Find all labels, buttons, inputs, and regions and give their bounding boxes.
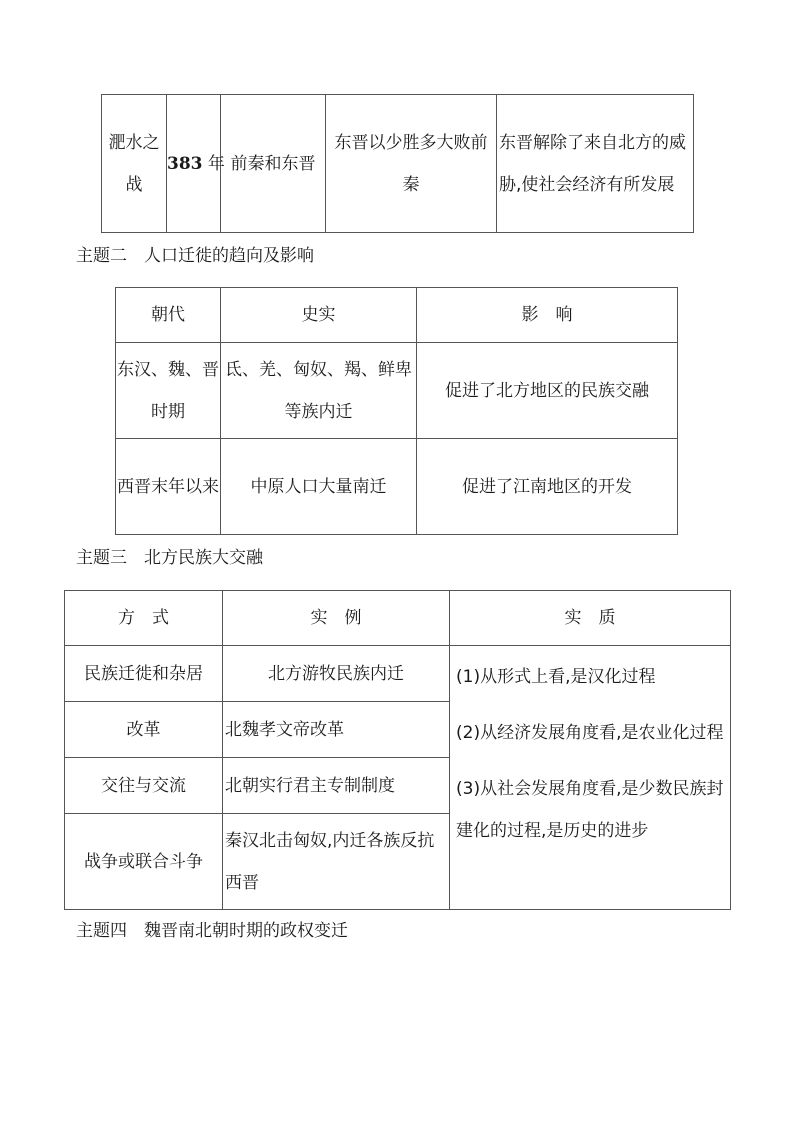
header-essence: 实 质 [450,591,731,646]
example-cell: 北魏孝文帝改革 [223,702,450,758]
fact-cell: 中原人口大量南迁 [221,439,417,535]
essence-cell [450,646,731,910]
example-cell: 北方游牧民族内迁 [223,646,450,702]
table-header-row [116,288,678,343]
topic2-heading: 主题二 人口迁徙的趋向及影响 [76,246,314,266]
impact-cell: 促进了北方地区的民族交融 [417,343,678,439]
way-cell: 民族迁徙和杂居 [65,646,223,702]
essence-point-1: (1)从形式上看,是汉化过程 [456,667,656,687]
table-row [65,646,731,702]
year-unit: 年 [202,153,225,174]
way-cell: 改革 [65,702,223,758]
table-row [116,439,678,535]
essence-point-2: (2)从经济发展角度看,是农业化过程 [456,723,724,743]
migration-table [115,287,678,535]
header-fact: 史实 [221,288,417,343]
example-cell: 北朝实行君主专制制度 [223,758,450,814]
dynasty-cell: 西晋末年以来 [116,439,221,535]
header-way: 方 式 [65,591,223,646]
table-header-row [65,591,731,646]
year-number: 383 [167,153,203,174]
battle-table [101,94,694,233]
essence-point-3: (3)从社会发展角度看,是少数民族封建化的过程,是历史的进步 [456,779,724,841]
header-dynasty: 朝代 [116,288,221,343]
battle-impact-cell: 东晋解除了来自北方的威胁,使社会经济有所发展 [497,95,694,233]
battle-year-cell [167,95,225,233]
fact-cell: 氐、羌、匈奴、羯、鲜卑等族内迁 [221,343,417,439]
battle-parties-cell: 前秦和东晋 [221,95,326,233]
topic3-heading: 主题三 北方民族大交融 [76,548,263,568]
table-row [102,95,694,233]
battle-result-cell: 东晋以少胜多大败前秦 [326,95,497,233]
impact-cell: 促进了江南地区的开发 [417,439,678,535]
header-example: 实 例 [223,591,450,646]
way-cell: 战争或联合斗争 [65,814,223,910]
header-impact: 影 响 [417,288,678,343]
battle-name-cell: 淝水之战 [102,95,167,233]
example-cell: 秦汉北击匈奴,内迁各族反抗西晋 [223,814,450,910]
integration-table [64,590,731,910]
dynasty-cell: 东汉、魏、晋时期 [116,343,221,439]
table-row [116,343,678,439]
way-cell: 交往与交流 [65,758,223,814]
topic4-heading: 主题四 魏晋南北朝时期的政权变迁 [76,921,348,941]
